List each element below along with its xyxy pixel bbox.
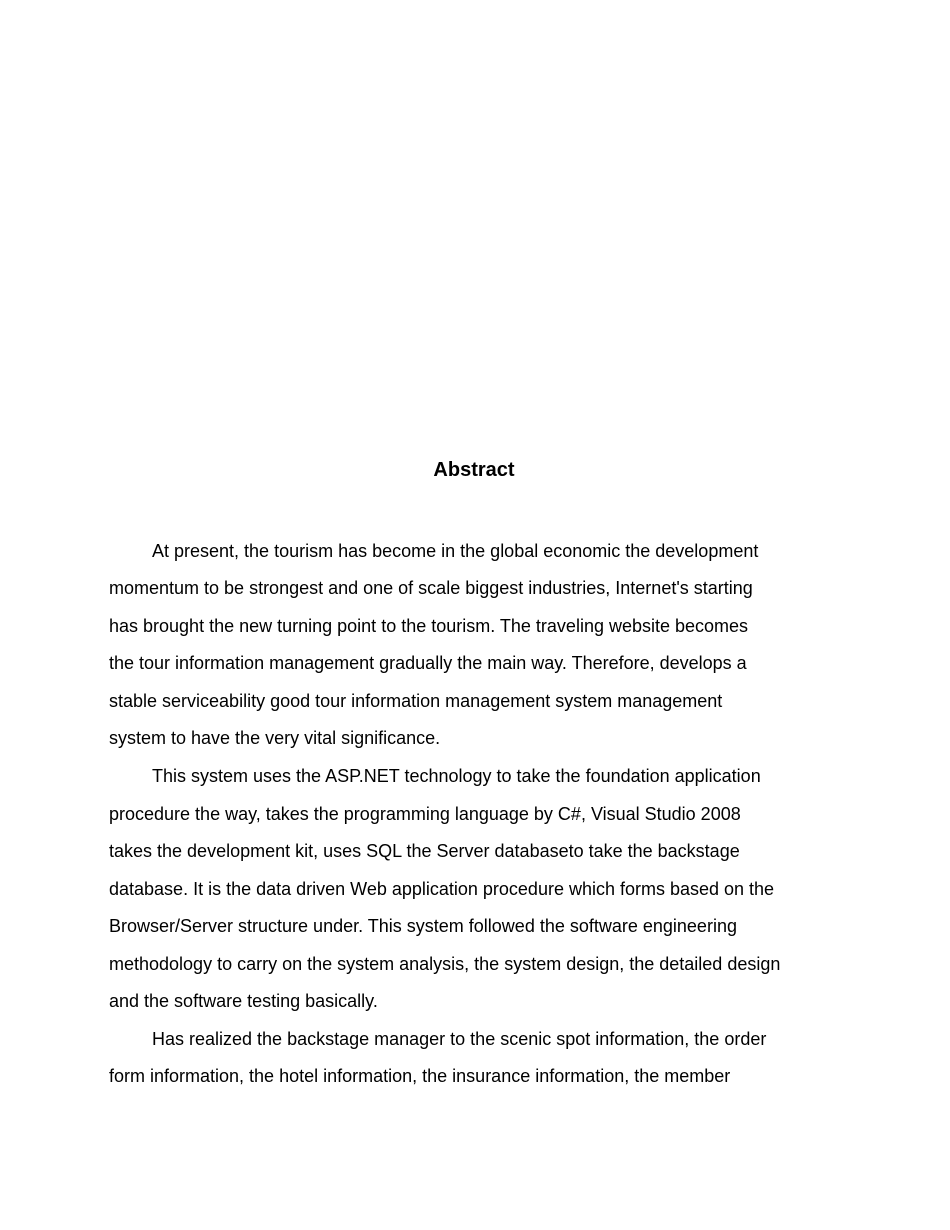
paragraph-2-line-1: This system uses the ASP.NET technology to take the foundation application xyxy=(152,766,761,786)
paragraph-1-line-1: At present, the tourism has become in the global economic the development xyxy=(152,541,759,561)
paragraph-2-line-6: methodology to carry on the system analysis, the system design, the detailed design xyxy=(109,954,781,974)
paragraph-1-line-4: the tour information management gradually the main way. Therefore, develops a xyxy=(109,653,747,673)
paragraph-2-line-7: and the software testing basically. xyxy=(109,991,378,1011)
paragraph-2-line-5: Browser/Server structure under. This system followed the software engineering xyxy=(109,916,737,936)
paragraph-1-line-3: has brought the new turning point to the tourism. The traveling website becomes xyxy=(109,616,749,636)
paragraph-2-line-2: procedure the way, takes the programming language by C#, Visual Studio 2008 xyxy=(109,804,741,824)
paragraph-1-line-2: momentum to be strongest and one of scale biggest industries, Internet's starting xyxy=(109,578,753,598)
paragraph-1-line-6: system to have the very vital significance. xyxy=(109,728,441,748)
paragraph-2-line-3: takes the development kit, uses SQL the Server databaseto take the backstage xyxy=(109,841,740,861)
paragraph-3-line-2: form information, the hotel information, the insurance information, the member xyxy=(109,1066,731,1086)
abstract-title: Abstract xyxy=(433,459,515,481)
paragraph-2-line-4: database. It is the data driven Web application procedure which forms based on the xyxy=(109,879,775,899)
paragraph-1-line-5: stable serviceability good tour information management system management xyxy=(109,691,723,711)
paragraph-3-line-1: Has realized the backstage manager to the scenic spot information, the order xyxy=(152,1029,767,1049)
